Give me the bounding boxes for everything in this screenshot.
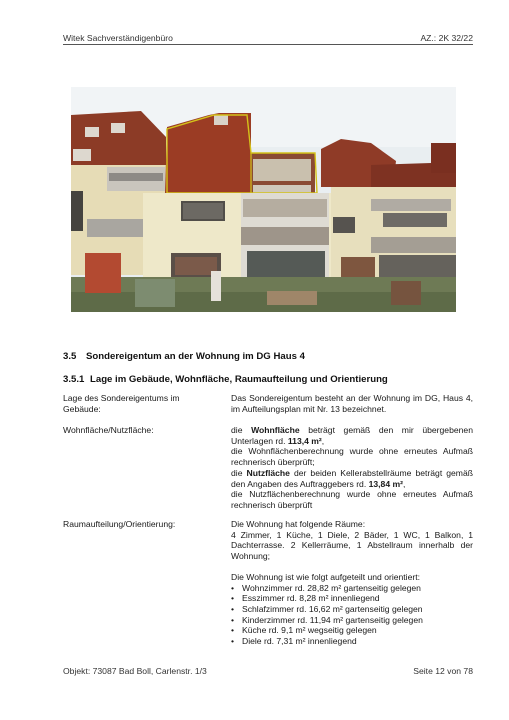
- header-company: Witek Sachverständigenbüro: [63, 33, 173, 43]
- footer-object: Objekt: 73087 Bad Boll, Carlenstr. 1/3: [63, 666, 207, 676]
- section-number: 3.5: [63, 351, 77, 362]
- list-item: • Kinderzimmer rd. 11,94 m² gartenseitig gelegen: [231, 615, 473, 626]
- header-reference: AZ.: 2K 32/22: [420, 33, 473, 43]
- section-heading: [63, 351, 305, 362]
- footer-page-number: Seite 12 von 78: [413, 666, 473, 676]
- usable-area-check: die Nutzflächenberechnung wurde ohne erneutes Aufmaß rechnerisch überprüft: [231, 489, 473, 510]
- living-area-text: die Wohnfläche beträgt gemäß den mir übergebenen Unterlagen rd. 113,4 m²,: [231, 425, 473, 446]
- header-divider: [63, 44, 473, 45]
- list-item: • Schlafzimmer rd. 16,62 m² gartenseitig gelegen: [231, 604, 473, 615]
- row-label: Lage des Sondereigentums im Gebäude:: [63, 393, 180, 414]
- list-item: • Küche rd. 9,1 m² wegseitig gelegen: [231, 625, 473, 636]
- list-item: • Esszimmer rd. 8,28 m² innenliegend: [231, 593, 473, 604]
- subsection-heading: [63, 374, 388, 385]
- building-illustration: [71, 87, 456, 312]
- usable-area-text: die Nutzfläche der beiden Kellerabstellräume beträgt gemäß den Angaben des Auftraggebers rd. 13,84 m²,: [231, 467, 473, 489]
- section-title: Sondereigentum an der Wohnung im DG Haus 4: [86, 351, 305, 362]
- row-label: Raumaufteilung/Orientierung:: [63, 519, 176, 529]
- list-item: • Wohnzimmer rd. 28,82 m² gartenseitig gelegen: [231, 583, 473, 594]
- page-header: [63, 33, 473, 43]
- living-area-check: die Wohnflächenberechnung wurde ohne erneutes Aufmaß rechnerisch überprüft;: [231, 446, 473, 468]
- building-photo: [71, 87, 456, 312]
- rooms-list-intro: Die Wohnung ist wie folgt aufgeteilt und orientiert:: [231, 571, 421, 582]
- rooms-summary: 4 Zimmer, 1 Küche, 1 Diele, 2 Bäder, 1 WC, 1 Balkon, 1 Dachterrasse. 2 Kellerräume, 1 Abstellraum innerhalb der Wohnung;: [231, 529, 473, 562]
- list-item: • Diele rd. 7,31 m² innenliegend: [231, 636, 473, 647]
- row-value: [231, 425, 473, 511]
- row-value: [231, 519, 473, 647]
- rooms-intro: Die Wohnung hat folgende Räume:: [231, 519, 366, 529]
- subsection-number: 3.5.1: [63, 374, 85, 385]
- row-label: Wohnfläche/Nutzfläche:: [63, 425, 154, 435]
- page-footer: [63, 666, 473, 676]
- rooms-list: [231, 583, 473, 647]
- row-value: Das Sondereigentum besteht an der Wohnung im DG, Haus 4, im Aufteilungsplan mit Nr. 13 bezeichnet.: [231, 393, 473, 414]
- subsection-title: Lage im Gebäude, Wohnfläche, Raumaufteilung und Orientierung: [90, 374, 388, 385]
